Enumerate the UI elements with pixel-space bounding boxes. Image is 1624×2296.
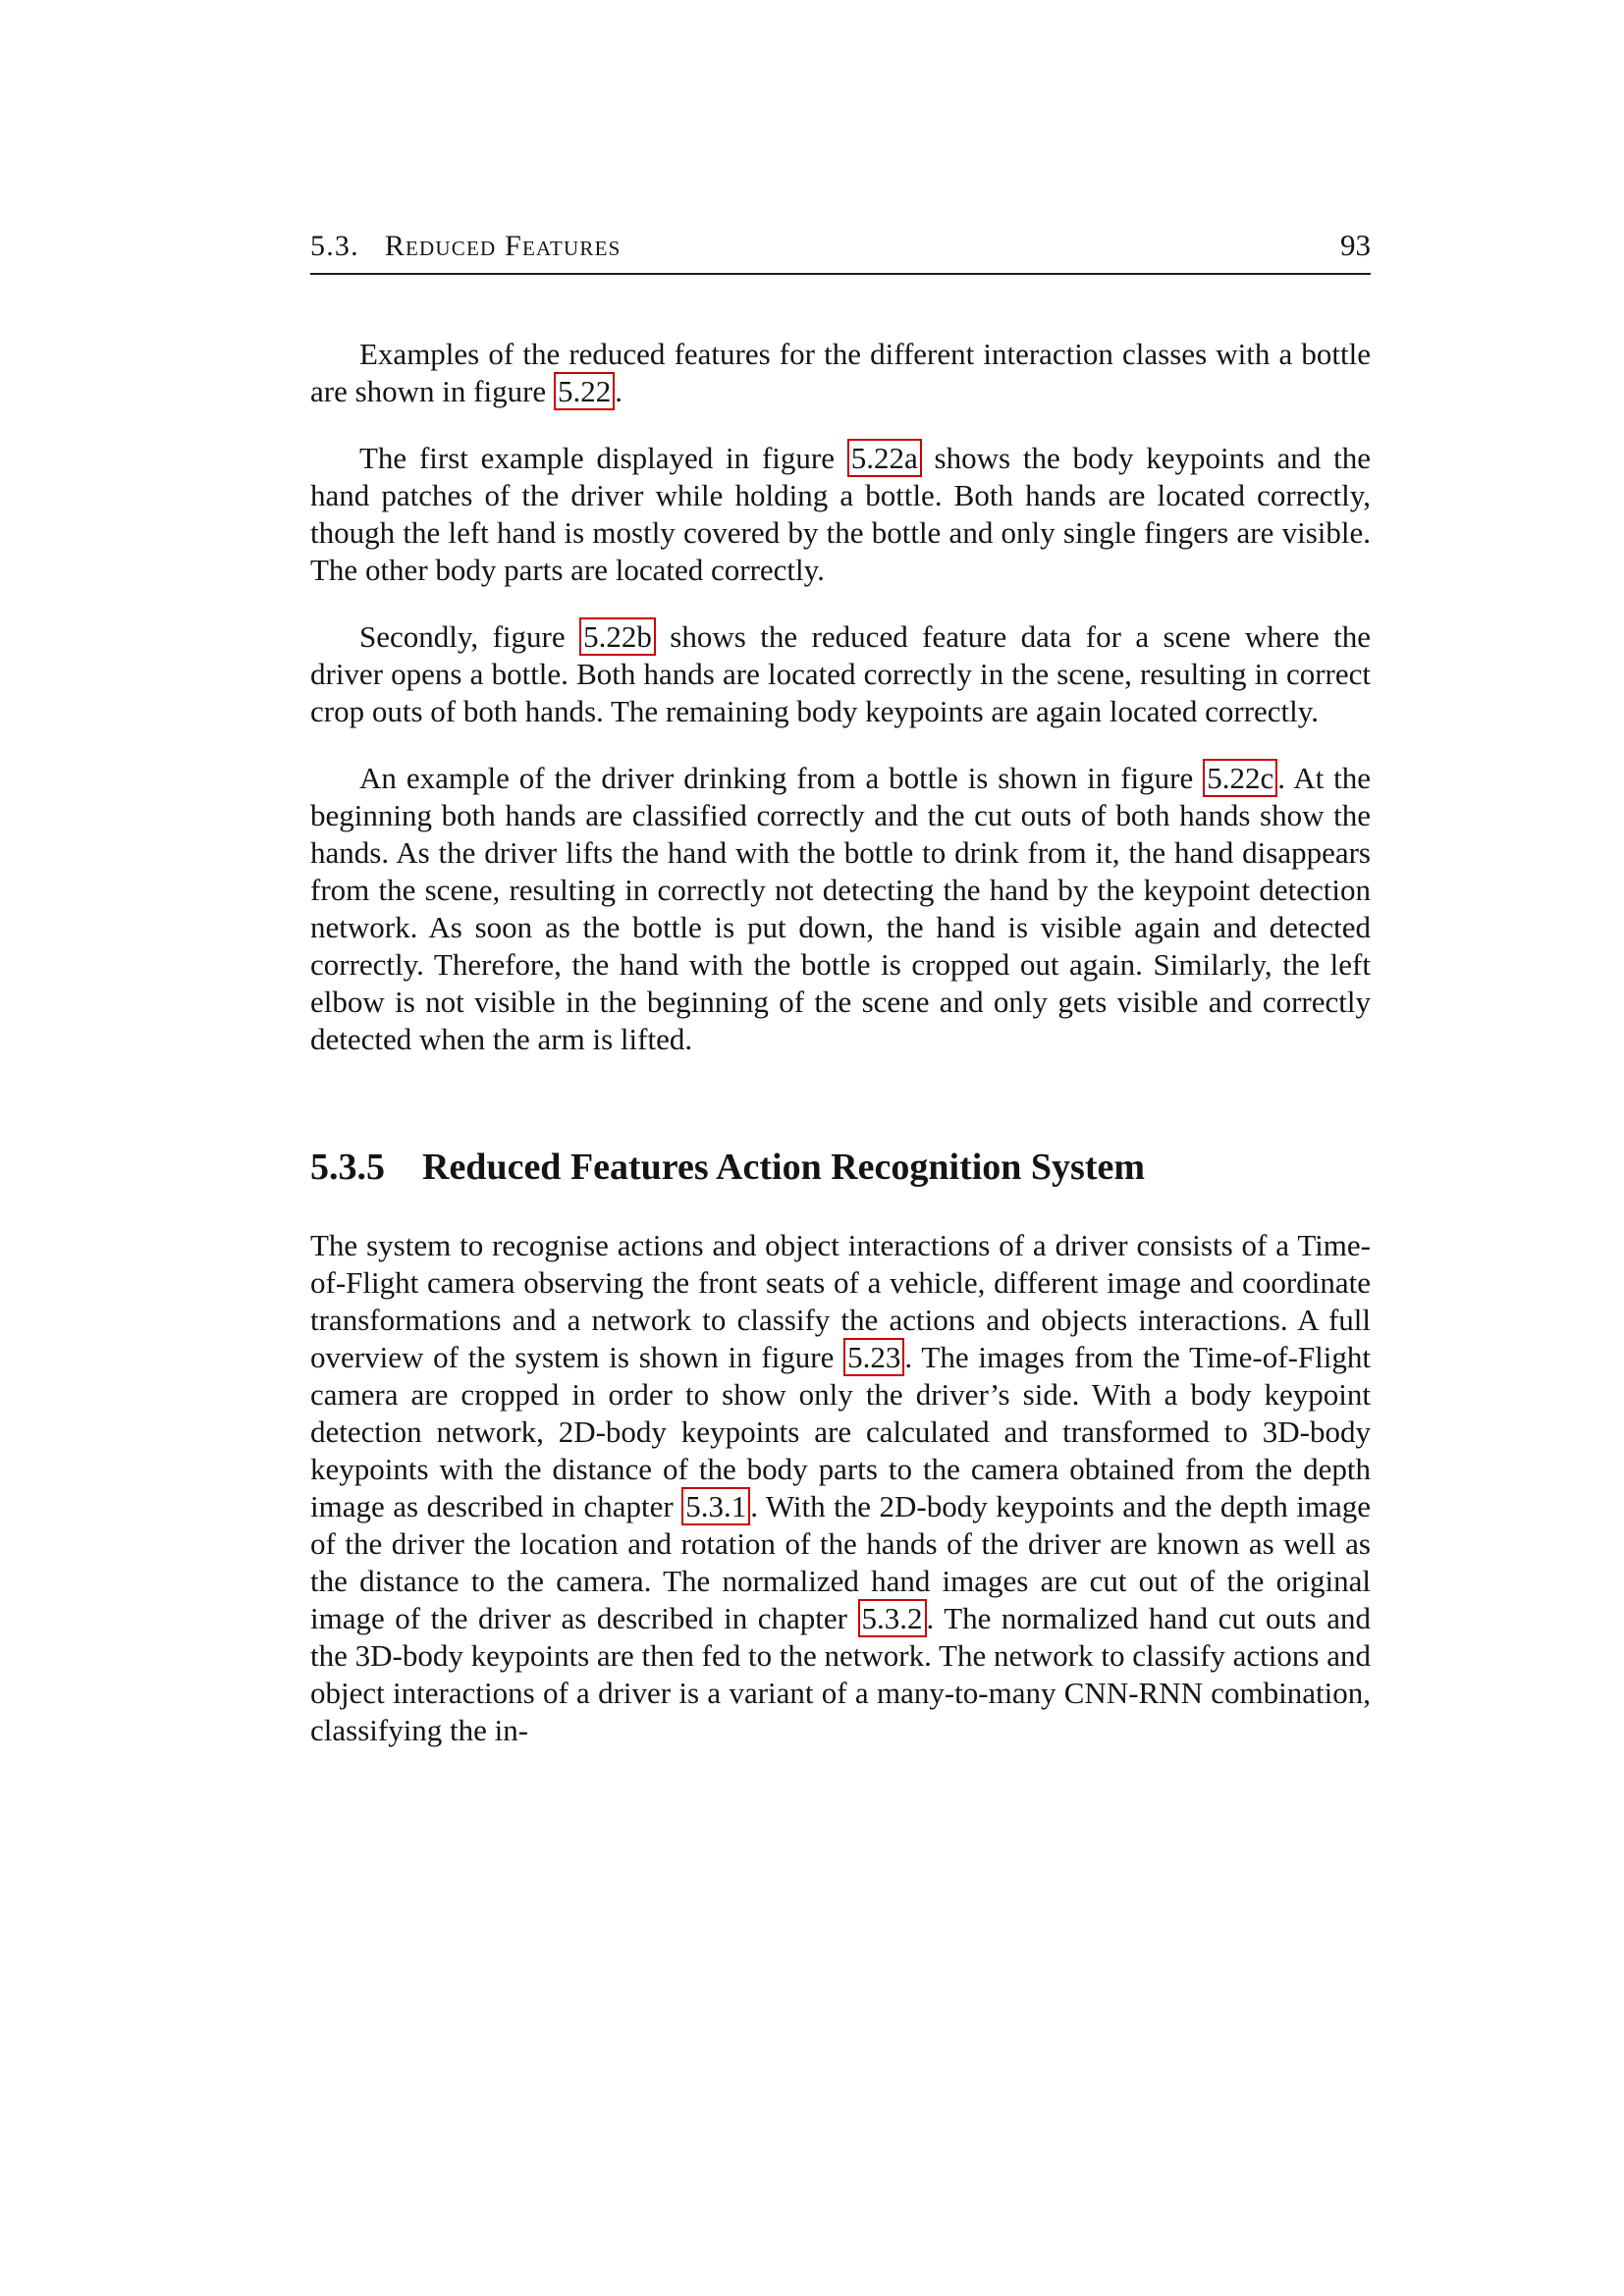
text-run: shows the reduced feature data for a scene where the driver opens a bottle. Both hands are located correctly in the scene, resulting in correct crop outs of both hands. The remaining body keypoints are again located correctly. — [310, 619, 1371, 728]
text-run: The first example displayed in figure — [359, 441, 847, 475]
figure-ref-5-22[interactable]: 5.22 — [554, 372, 615, 410]
figure-ref-5-22b[interactable]: 5.22b — [579, 617, 656, 656]
page-number: 93 — [1340, 228, 1371, 262]
text-run: Examples of the reduced features for the different interaction classes with a bottle are shown in figure — [310, 337, 1371, 408]
paragraph-second-example — [310, 618, 1371, 730]
text-run: . The normalized hand cut outs and the 3D-body keypoints are then fed to the network. The network to classify actions and object interactions of a driver is a variant of a many-to-many CNN-RNN combination, classifying the in- — [310, 1601, 1371, 1747]
section-heading — [310, 1145, 1371, 1190]
text-run: . With the 2D-body keypoints and the depth image of the driver the location and rotation of the hands of the driver are known as well as the distance to the camera. The normalized hand images are cut out of the original image of the driver as described in chapter — [310, 1489, 1372, 1635]
paragraph-system-overview — [310, 1227, 1371, 1749]
text-run: shows the body keypoints and the hand patches of the driver while holding a bottle. Both hands are located correctly, though the left hand is mostly covered by the bottle and only single fingers are visible. The other body parts are located correctly. — [310, 441, 1371, 587]
text-run: An example of the driver drinking from a bottle is shown in figure — [359, 761, 1204, 795]
paragraph-drinking-example — [310, 760, 1371, 1058]
figure-ref-5-22a[interactable]: 5.22a — [847, 439, 922, 477]
paragraph-first-example — [310, 440, 1371, 589]
text-column — [310, 228, 1371, 1749]
figure-ref-5-23[interactable]: 5.23 — [843, 1338, 904, 1376]
text-run: . The images from the Time-of-Flight camera are cropped in order to show only the driver’s side. With a body keypoint detection network, 2D-body keypoints are calculated and transformed to 3D-body keypoints with the distance of the body parts to the camera obtained from the depth image as described in chapter — [310, 1340, 1371, 1523]
header-title: Reduced Features — [384, 230, 622, 262]
text-run: . At the beginning both hands are classified correctly and the cut outs of both hands show the hands. As the driver lifts the hand with the bottle to drink from it, the hand disappears from the scene, resulting in correctly not detecting the hand by the keypoint detection network. As soon as the bottle is put down, the hand is visible again and detected correctly. Therefore, the hand with the bottle is cropped out again. Similarly, the left elbow is not visible in the beginning of the scene and only gets visible and correctly detected when the arm is lifted. — [310, 761, 1372, 1056]
running-header-left — [310, 230, 622, 263]
text-run: Secondly, figure — [359, 619, 580, 654]
chapter-ref-5-3-1[interactable]: 5.3.1 — [681, 1487, 750, 1525]
running-header — [310, 228, 1371, 275]
header-section-number: 5.3. — [310, 230, 359, 262]
section-title: Reduced Features Action Recognition System — [422, 1147, 1146, 1188]
text-run: The system to recognise actions and object interactions of a driver consists of a Time-of-Flight camera observing the front seats of a vehicle, different image and coordinate transformations and a network to classify the actions and objects interactions. A full overview of the system is shown in figure — [310, 1228, 1371, 1374]
chapter-ref-5-3-2[interactable]: 5.3.2 — [858, 1599, 927, 1637]
text-run: . — [615, 374, 623, 408]
section-number: 5.3.5 — [310, 1147, 385, 1188]
figure-ref-5-22c[interactable]: 5.22c — [1203, 759, 1277, 797]
paragraph-examples — [310, 336, 1371, 410]
